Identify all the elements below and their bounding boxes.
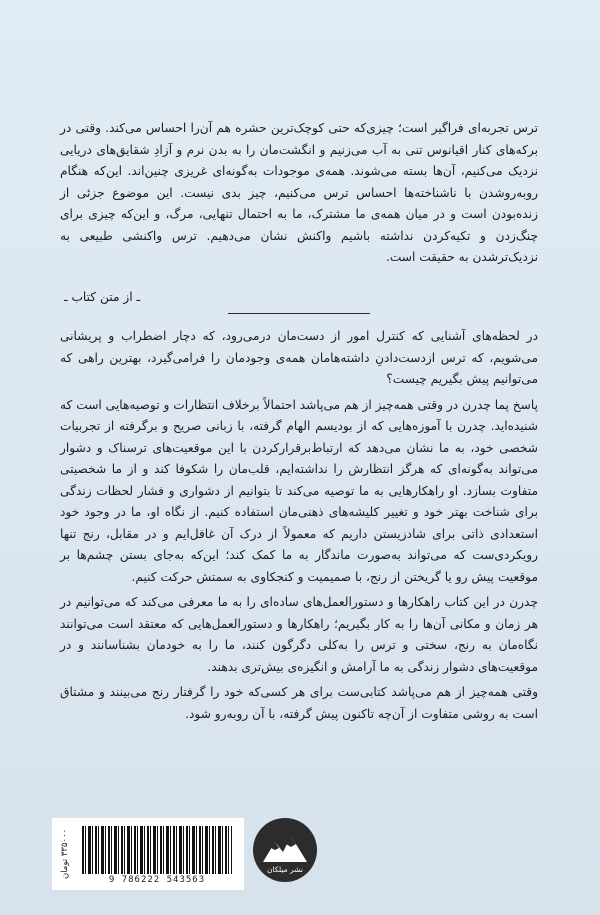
book-description: [60, 326, 538, 729]
barcode-bars: [82, 826, 232, 874]
publisher-logo: [253, 818, 317, 882]
description-paragraph: در لحظه‌های آشنایی که کنترل امور از دست‌مان درمی‌رود، که دچار اضطراب و پریشانی می‌شویم، که ترس ازدست‌دادنِ داشته‌هامان همه‌ی وجودمان را فرامی‌گیرد، بهترین راهی که می‌توانیم پیش بگیریم چیست؟: [60, 329, 538, 386]
description-paragraph: پاسخ پما چدرن در وقتی همه‌چیز از هم می‌پاشد احتمالاً برخلاف انتظارات و توصیه‌هایی است که شنیده‌اید. چدرن با آموزه‌هایی که از بودیسم الهام گرفته، با زبانی صریح و برگرفته از تجربیات شخصی خود، به ما نشان می‌دهد که ارتباط‌برقرارکردن با این موقعیت‌های ترسناک و دشوار می‌تواند به‌گونه‌ای که هرگز انتظارش را نداشته‌ایم، قلب‌مان را شکوفا کند و از ما شخصیتی متفاوت بسازد. او راهکارهایی به ما توصیه می‌کند تا بتوانیم از دشواری و فشار لحظات زندگی برای شناخت بهتر خود و تغییر کلیشه‌های ذهنی‌مان استفاده کنیم. از نگاه او، ما در وجود خود استعدادی ذاتی برای شادزیستن داریم که معمولاً از درک آن غافل‌ایم و در مقابل، رنج تنها رویکردی‌ست که می‌تواند به‌صورت ماندگار به ما کمک کند؛ این‌که به‌جای بستن چشم‌ها بر موقعیت پیش رو یا گریختن از رنج، با صمیمیت و کنجکاوی به سمتش حرکت کنیم.: [60, 397, 538, 584]
isbn-number: 9 786222 543563: [108, 875, 206, 885]
isbn-barcode: [52, 818, 244, 890]
price-label: ۳۳۵۰۰۰ تومان: [60, 828, 70, 880]
section-divider: [228, 313, 370, 314]
publisher-name: نشر میلکان: [267, 865, 303, 874]
excerpt-quote: ترس تجربه‌ای فراگیر است؛ چیزی‌که حتی کوچک‌ترین حشره هم آن‌را احساس می‌کند. وقتی در برکه‌های کنار اقیانوس تنی به آب می‌زنیم و انگشت‌مان را به بدن نرم و آزادِ شقایق‌های دریایی نزدیک می‌کنیم، آن‌ها بسته می‌شوند. همه‌ی موجودات به‌گونه‌ای غریزی چنین‌اند. این‌که هنگام روبه‌روشدن با ناشناخته‌ها احساس ترس می‌کنیم، چیز بدی نیست. این موضوع جزئی از زنده‌بودن است و در میان همه‌ی ما مشترک، ما به احتمال تنهایی، مرگ، و این‌که چیزی برای چنگ‌زدن و تکیه‌کردن نداشته باشیم واکنش نشان می‌دهیم. ترس واکنشی طبیعی به نزدیک‌ترشدن به حقیقت است.: [60, 121, 538, 264]
description-paragraph: وقتی همه‌چیز از هم می‌پاشد کتابی‌ست برای هر کسی‌که خود را گرفتار رنج می‌بینند و مشتاق است به روشی متفاوت از آن‌چه تاکنون پیش گرفته، با آن روبه‌رو شود.: [60, 685, 538, 721]
excerpt-source: ـ از متن کتاب ـ: [64, 290, 141, 304]
description-paragraph: چدرن در این کتاب راهکارها و دستورالعمل‌های ساده‌ای را به ما معرفی می‌کند که می‌توانیم در هر زمان و مکانی آن‌ها را به کار بگیریم؛ راهکارها و دستورالعمل‌هایی که معتقد است می‌توانند نگاه‌مان به رنج، سختی و ترس را به‌کلی دگرگون کنند، ما را به خودمان بشناسانند و در موقعیت‌های دشوار زندگی به ما آرامش و انگیزه‌ی بیش‌تری بدهند.: [60, 595, 538, 674]
